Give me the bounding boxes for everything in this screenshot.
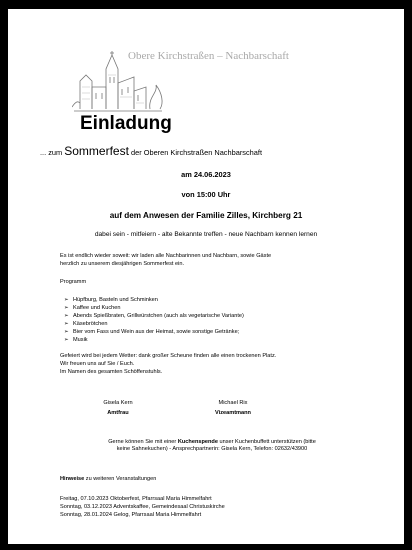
signer-name: Michael Rix: [218, 400, 248, 406]
events-list: [60, 495, 225, 519]
program-list: [60, 296, 244, 344]
program-heading: Programm: [60, 279, 87, 285]
list-item: ➢ Abends Spießbraten, Grillwürstchen (auch als vegetarische Variante): [60, 312, 244, 320]
signer-role: Vizeamtmann: [215, 410, 251, 416]
event-date: am 24.06.2023: [181, 170, 231, 179]
list-item: ➢ Kaffee und Kuchen: [60, 304, 244, 312]
intro-paragraph: Es ist endlich wieder soweit: wir laden alle Nachbarinnen und Nachbarn, sowie Gäste herzlich zu unserem diesjährigen Sommerfest ein.: [60, 253, 272, 267]
cake-donation-keyword: Kuchenspende: [177, 439, 218, 445]
organization-name: Obere Kirchstraßen – Nachbarschaft: [128, 50, 289, 62]
list-item: Sonntag, 28.01.2024 Gelog, Pfarrsaal Maria Himmelfahrt: [60, 512, 202, 518]
weather-paragraph: Gefeiert wird bei jedem Wetter: dank großer Scheune finden alle einen trockenen Platz. Wir freuen uns auf Sie / Euch. Im Namen des gesamten Schöffenstuhls.: [60, 353, 277, 375]
event-motto: dabei sein - mitfeiern - alte Bekannte treffen - neue Nachbarn kennen lernen: [94, 231, 318, 238]
cake-donation-note: Gerne können Sie mit einer Kuchenspende unser Kuchenbuffett unterstützen (bitte keine Sahnekuchen) - Ansprechpartnerin: Gisela Kern, Telefon: 02632/43900: [108, 439, 316, 452]
events-heading: Hinweise zu weiteren Veranstaltungen: [60, 476, 157, 482]
signature-block: [78, 400, 158, 416]
list-item: Sonntag, 03.12.2023 Adventskaffee, Gemeindesaal Christuskirche: [60, 504, 225, 510]
list-item: ➢ Bier vom Fass und Wein aus der Heimat, sowie sonstige Getränke;: [60, 328, 244, 336]
invitation-page: [8, 9, 404, 544]
list-item: ➢ Musik: [60, 336, 244, 344]
invitation-title: Einladung: [80, 113, 172, 134]
event-venue: auf dem Anwesen der Familie Zilles, Kirchberg 21: [109, 211, 303, 220]
signer-role: Amtfrau: [107, 410, 129, 416]
signer-name: Gisela Kern: [103, 400, 133, 406]
list-item: Freitag, 07.10.2023 Oktoberfest, Pfarrsaal Maria Himmelfahrt: [60, 496, 212, 502]
event-subtitle: ... zum Sommerfest der Oberen Kirchstraßen Nachbarschaft: [40, 144, 263, 158]
list-item: ➢ Käsebrötchen: [60, 320, 244, 328]
event-name: Sommerfest: [64, 144, 129, 158]
list-item: ➢ Hüpfburg, Basteln und Schminken: [60, 296, 244, 304]
event-time: von 15:00 Uhr: [181, 190, 231, 199]
signature-block: [193, 400, 273, 416]
